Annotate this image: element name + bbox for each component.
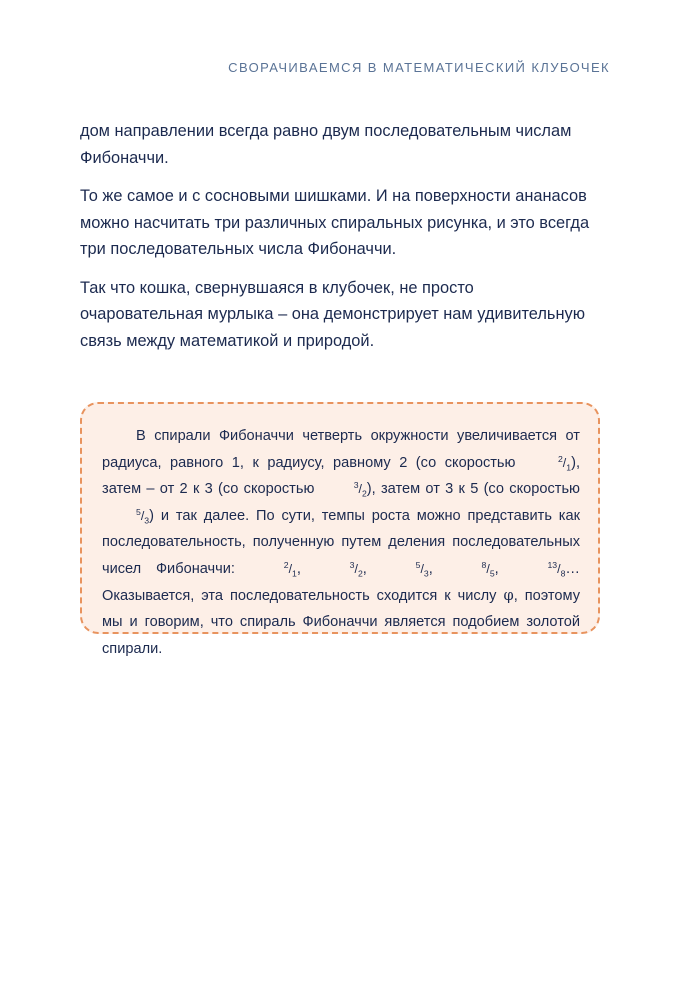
fraction-numerator: 5 [415,559,421,570]
fraction-numerator: 5 [136,506,141,517]
sequence-fraction-2: $^3/_2$ [349,559,363,579]
callout-text-3: ), затем от 3 к 5 (со скоростью [366,481,581,498]
fraction-numerator: 2 [557,453,563,464]
fraction-numerator: 3 [349,559,355,570]
sequence-fraction-1: $^2/_1$ [283,559,297,579]
callout-text-4: ) и так далее. По сути, темпы роста можно представить как последовательность, полученную путем деления последовательных чисел Фибоначчи: [102,507,580,577]
fibonacci-callout-box [80,402,600,657]
fraction-denominator: 8 [560,568,566,579]
fraction-denominator: 3 [144,515,150,526]
sequence-fraction-4: $^8/_5$ [481,559,495,579]
fraction-numerator: 2 [283,559,289,570]
body-text [80,118,600,366]
callout-text-6: , поэтому мы и говорим, что спираль Фибоначчи является подобием золотой спирали. [102,587,580,657]
fraction-denominator: 1 [292,568,297,579]
fraction-denominator: 1 [566,462,572,473]
fraction-denominator: 2 [361,488,367,499]
fraction-denominator: 5 [489,568,495,579]
fraction-numerator: 3 [353,480,359,491]
fraction-3-2: $^3/_2$ [353,480,367,499]
fraction-numerator: 13 [547,559,558,570]
phi-symbol: φ [503,586,514,604]
sequence-fraction-3: $^5/_3$ [415,559,429,579]
running-header: СВОРАЧИВАЕМСЯ В МАТЕМАТИЧЕСКИЙ КЛУБОЧЕК [228,60,610,75]
callout-text-2: ), затем – от 2 к 3 (со скоростью [102,454,580,498]
fraction-2-1: $^2/_1$ [557,453,572,473]
callout-text-1: В спирали Фибоначчи четверть окружности увеличивается от радиуса, равного 1, к радиусу, равному 2 (со скоростью [102,428,580,471]
callout-text: В спирали Фибоначчи четверть окружности увеличивается от радиуса, равного 1, к радиусу, равному 2 (со скоростью $^2/_1$), затем – от 2 к 3 (со скоростью $^3/_2$), затем от 3 к 5 (со скоростью $^5/_3$) и так далее. По сути, темпы роста можно представить как последовательность, полученную путем деления последовательных чисел Фибоначчи: $^2/_1$, $^3/_2$, $^5/_3$, $^8/_5$, $^{13}/_8\dots$ Оказывается, эта последовательность сходится к числу φ, поэтому мы и говорим, что спираль Фибоначчи является подобием золотой спирали. [102,428,581,657]
fraction-denominator: 3 [423,568,429,579]
sequence-fraction-5: $^{13}/_8$ [547,559,566,579]
paragraph-3: Так что кошка, свернувшаяся в клубочек, не просто очаровательная мурлыка – она демонстрирует нам удивительную связь между математикой и природой. [80,278,586,350]
fraction-5-3: $^5/_3$ [136,506,150,526]
fraction-denominator: 2 [357,568,363,579]
fraction-numerator: 8 [481,559,487,570]
paragraph-1: дом направлении всегда равно двум последовательным числам Фибоначчи. [80,122,572,167]
callout-text-5: … Оказывается, эта последовательность сходится к числу [102,560,581,604]
paragraph-2: То же самое и с сосновыми шишками. И на поверхности ананасов можно насчитать три различных спиральных рисунка, и это всегда три последовательных числа Фибоначчи. [80,187,590,258]
